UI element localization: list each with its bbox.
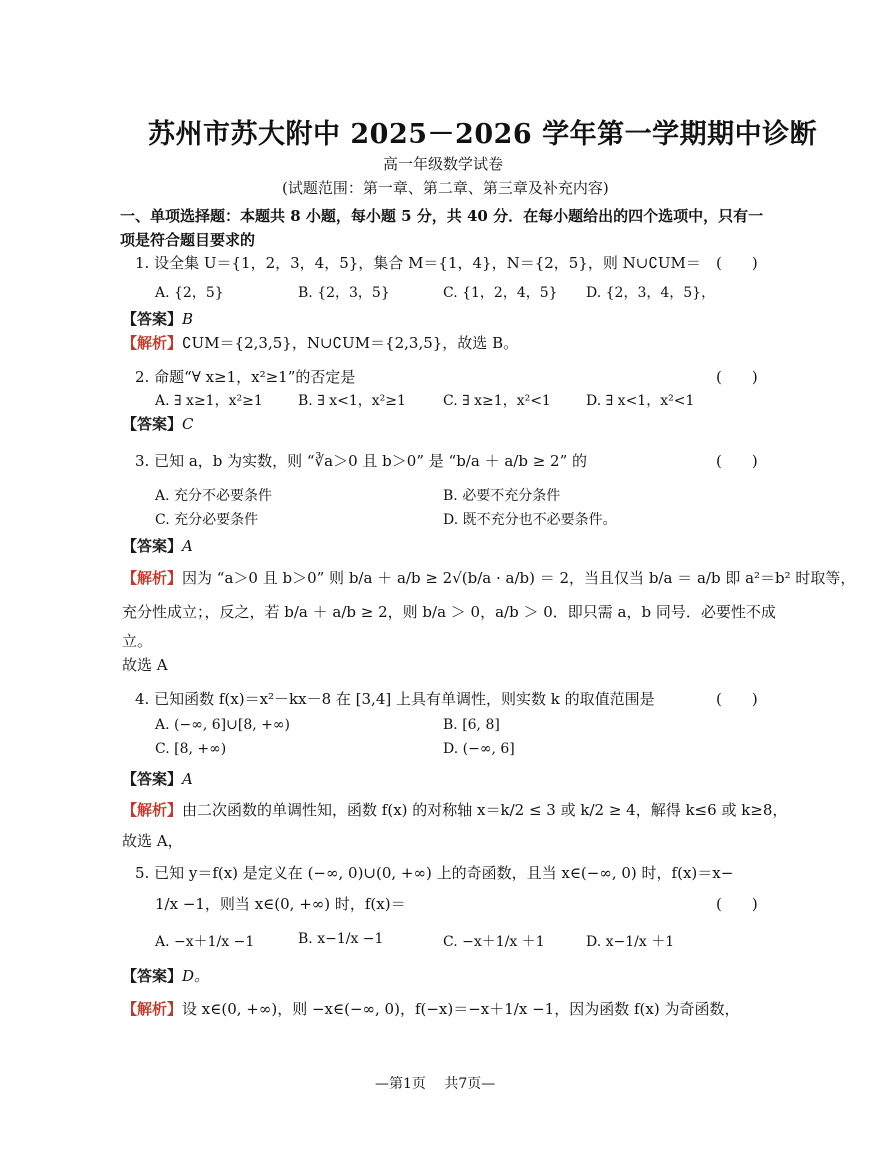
answer-label: 【答案】 <box>122 310 183 328</box>
question-4-option-d: D. (−∞, 6] <box>443 741 515 757</box>
question-5-option-c: C. −x＋1/x ＋1 <box>443 934 545 950</box>
question-5-option-a: A. −x＋1/x −1 <box>155 934 255 950</box>
section-heading-line1: 一、单项选择题：本题共 8 小题，每小题 5 分，共 40 分．在每小题给出的四个选项中，只有一 <box>120 207 764 225</box>
analysis-text: ∁UM＝{2,3,5}，N∪∁UM＝{2,3,5}，故选 B。 <box>182 334 519 352</box>
question-3-option-a: A. 充分不必要条件 <box>155 488 273 504</box>
answer-value: D。 <box>182 967 210 985</box>
question-1-analysis <box>122 332 518 353</box>
question-1-answer <box>122 308 193 329</box>
answer-label: 【答案】 <box>122 967 183 985</box>
question-5-stem-line2: 1/x −1，则当 x∈(0, +∞) 时，f(x)＝ <box>155 895 406 913</box>
question-3-option-c: C. 充分必要条件 <box>155 512 259 528</box>
question-2-answer <box>122 413 194 434</box>
analysis-text: 设 x∈(0, +∞)，则 −x∈(−∞, 0)，f(−x)＝−x＋1/x −1，因为函数 f(x) 为奇函数， <box>182 1000 740 1018</box>
question-5-analysis <box>122 998 739 1019</box>
question-2-option-d: D. ∃ x<1，x²<1 <box>586 393 695 409</box>
question-3-analysis-line4: 故选 A <box>122 656 168 674</box>
analysis-text: 因为 “a＞0 且 b＞0” 则 b/a ＋ a/b ≥ 2√(b/a · a/b) ＝ 2，当且仅当 b/a ＝ a/b 即 a²＝b² 时取等， <box>182 569 856 587</box>
question-4-answer <box>122 768 193 789</box>
question-3-analysis <box>122 567 855 588</box>
question-4-blank: ( ) <box>716 690 758 708</box>
question-1-option-a: A. {2，5} <box>155 285 224 301</box>
question-1-stem: 1. 设全集 U＝{1，2，3，4，5}，集合 M＝{1，4}，N＝{2，5}，则 N∪∁UM＝ <box>135 254 701 272</box>
question-4-option-a: A. (−∞, 6]∪[8, +∞) <box>155 717 290 733</box>
question-2-option-a: A. ∃ x≥1，x²≥1 <box>155 393 263 409</box>
answer-label: 【答案】 <box>122 415 183 433</box>
answer-value: A <box>182 537 193 555</box>
question-3-answer <box>122 535 193 556</box>
analysis-label: 【解析】 <box>122 801 183 819</box>
analysis-label: 【解析】 <box>122 334 183 352</box>
page-footer: —第1页 共7页— <box>375 1076 496 1092</box>
question-1-option-c: C. {1，2，4，5} <box>443 285 558 301</box>
answer-value: C <box>182 415 194 433</box>
question-3-blank: ( ) <box>716 452 758 470</box>
question-4-analysis <box>122 799 787 820</box>
section-heading-line2: 项是符合题目要求的 <box>120 231 256 249</box>
question-2-stem: 2. 命题“∀ x≥1，x²≥1”的否定是 <box>135 368 356 386</box>
question-3-analysis-line3: 立。 <box>122 632 153 650</box>
question-4-analysis-line2: 故选 A， <box>122 832 183 850</box>
question-3-analysis-line2: 充分性成立；，反之，若 b/a ＋ a/b ≥ 2，则 b/a ＞ 0，a/b ＞ 0．即只需 a，b 同号．必要性不成 <box>122 603 776 621</box>
question-5-option-b: B. x−1/x −1 <box>298 931 384 947</box>
answer-label: 【答案】 <box>122 770 183 788</box>
exam-scope: (试题范围：第一章、第二章、第三章及补充内容) <box>282 179 609 197</box>
question-2-option-b: B. ∃ x<1，x²≥1 <box>298 393 406 409</box>
question-3-stem: 3. 已知 a，b 为实数，则 “∛a＞0 且 b＞0” 是 “b/a ＋ a/b ≥ 2” 的 <box>135 452 588 470</box>
question-4-option-c: C. [8, +∞) <box>155 741 227 757</box>
exam-subtitle: 高一年级数学试卷 <box>383 155 504 173</box>
question-1-option-d: D. {2，3，4，5}， <box>586 285 716 301</box>
analysis-label: 【解析】 <box>122 1000 183 1018</box>
question-4-stem: 4. 已知函数 f(x)＝x²－kx－8 在 [3,4] 上具有单调性，则实数 k 的取值范围是 <box>135 690 655 708</box>
question-2-option-c: C. ∃ x≥1，x²<1 <box>443 393 551 409</box>
exam-title: 苏州市苏大附中 2025－2026 学年第一学期期中诊断 <box>148 119 818 150</box>
question-1-option-b: B. {2，3，5} <box>298 285 390 301</box>
question-3-option-d: D. 既不充分也不必要条件。 <box>443 512 617 528</box>
question-1-blank: ( ) <box>716 254 758 272</box>
answer-label: 【答案】 <box>122 537 183 555</box>
question-4-option-b: B. [6, 8] <box>443 717 500 733</box>
question-5-answer <box>122 965 209 986</box>
question-5-stem-line1: 5. 已知 y＝f(x) 是定义在 (−∞, 0)∪(0, +∞) 上的奇函数，且当 x∈(−∞, 0) 时，f(x)＝x− <box>135 864 734 882</box>
analysis-label: 【解析】 <box>122 569 183 587</box>
answer-value: B <box>182 310 194 328</box>
question-2-blank: ( ) <box>716 368 758 386</box>
answer-value: A <box>182 770 193 788</box>
question-5-option-d: D. x−1/x ＋1 <box>586 934 675 950</box>
question-5-blank: ( ) <box>716 895 758 913</box>
analysis-text: 由二次函数的单调性知，函数 f(x) 的对称轴 x＝k/2 ≤ 3 或 k/2 ≥ 4，解得 k≤6 或 k≥8， <box>182 801 788 819</box>
question-3-option-b: B. 必要不充分条件 <box>443 488 561 504</box>
